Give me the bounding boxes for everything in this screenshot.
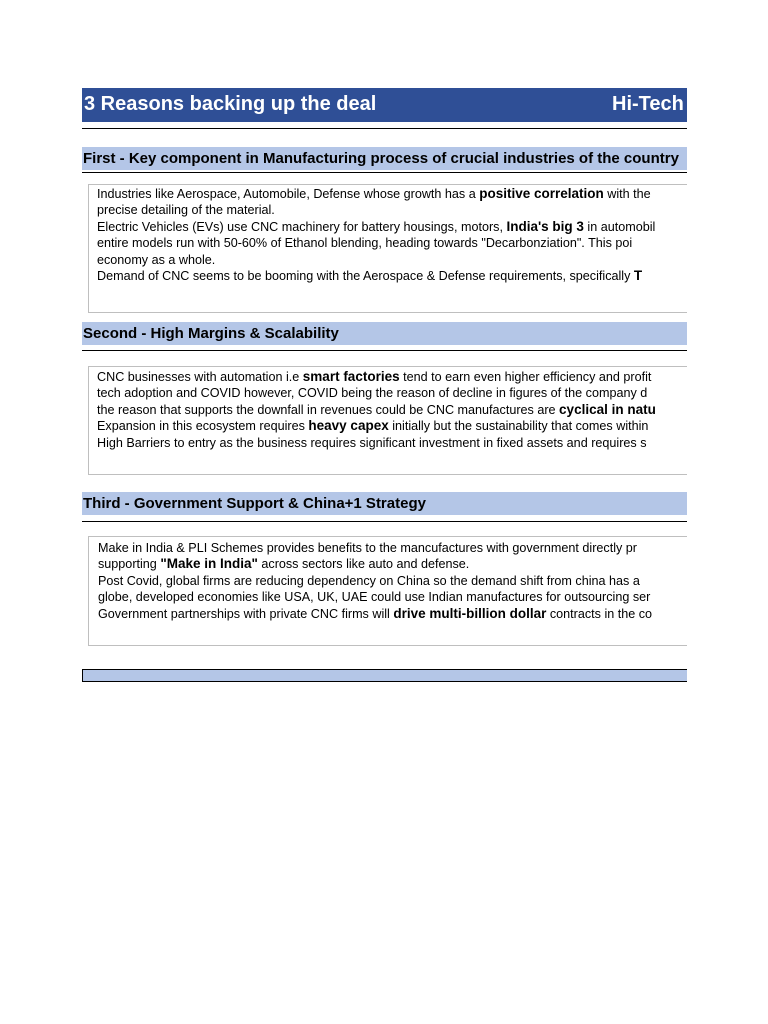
- section-body-third: [88, 536, 687, 646]
- body-line: CNC businesses with automation i.e smart factories tend to earn even higher efficiency and profit: [97, 369, 652, 384]
- body-line: Make in India & PLI Schemes provides benefits to the mancufactures with government directly pr: [98, 541, 637, 555]
- body-line: Expansion in this ecosystem requires heavy capex initially but the sustainability that comes within: [97, 418, 649, 434]
- section-body-second: [88, 366, 687, 475]
- section-heading-first: First - Key component in Manufacturing process of crucial industries of the country: [82, 147, 687, 170]
- body-line: Post Covid, global firms are reducing dependency on China so the demand shift from china has a: [98, 573, 640, 588]
- body-line: globe, developed economies like USA, UK, UAE could use Indian manufactures for outsourcing ser: [98, 590, 651, 605]
- body-line: Demand of CNC seems to be booming with the Aerospace & Defense requirements, specifically T: [97, 268, 643, 284]
- divider: [82, 128, 687, 129]
- footer-bar: [82, 669, 687, 682]
- section-body-first: [88, 184, 687, 313]
- company-title: Hi-Tech: [612, 93, 684, 115]
- body-line: the reason that supports the downfall in revenues could be CNC manufactures are cyclical in natu: [97, 401, 656, 417]
- body-line: tech adoption and COVID however, COVID being the reason of decline in figures of the company d: [97, 386, 648, 401]
- title-bar: [82, 88, 687, 122]
- page-title: 3 Reasons backing up the deal: [84, 93, 377, 115]
- body-line: entire models run with 50-60% of Ethanol blending, heading towards "Decarbonziation". This poi: [97, 236, 633, 251]
- section-heading-second: Second - High Margins & Scalability: [82, 322, 687, 345]
- body-line: Government partnerships with private CNC firms will drive multi-billion dollar contracts in the co: [98, 605, 653, 621]
- divider: [82, 350, 687, 351]
- divider: [82, 521, 687, 522]
- spreadsheet-page: [82, 88, 687, 688]
- body-line: Electric Vehicles (EVs) use CNC machinery for battery housings, motors, India's big 3 in automobil: [97, 218, 656, 234]
- body-line: supporting "Make in India" across sectors like auto and defense.: [98, 556, 470, 572]
- body-line: Industries like Aerospace, Automobile, Defense whose growth has a positive correlation with the: [97, 186, 651, 201]
- section-heading-third: Third - Government Support & China+1 Strategy: [82, 492, 687, 515]
- divider: [82, 172, 687, 173]
- body-line: economy as a whole.: [97, 252, 216, 267]
- body-line: High Barriers to entry as the business requires significant investment in fixed assets and requires s: [97, 435, 647, 450]
- body-line: precise detailing of the material.: [97, 203, 275, 218]
